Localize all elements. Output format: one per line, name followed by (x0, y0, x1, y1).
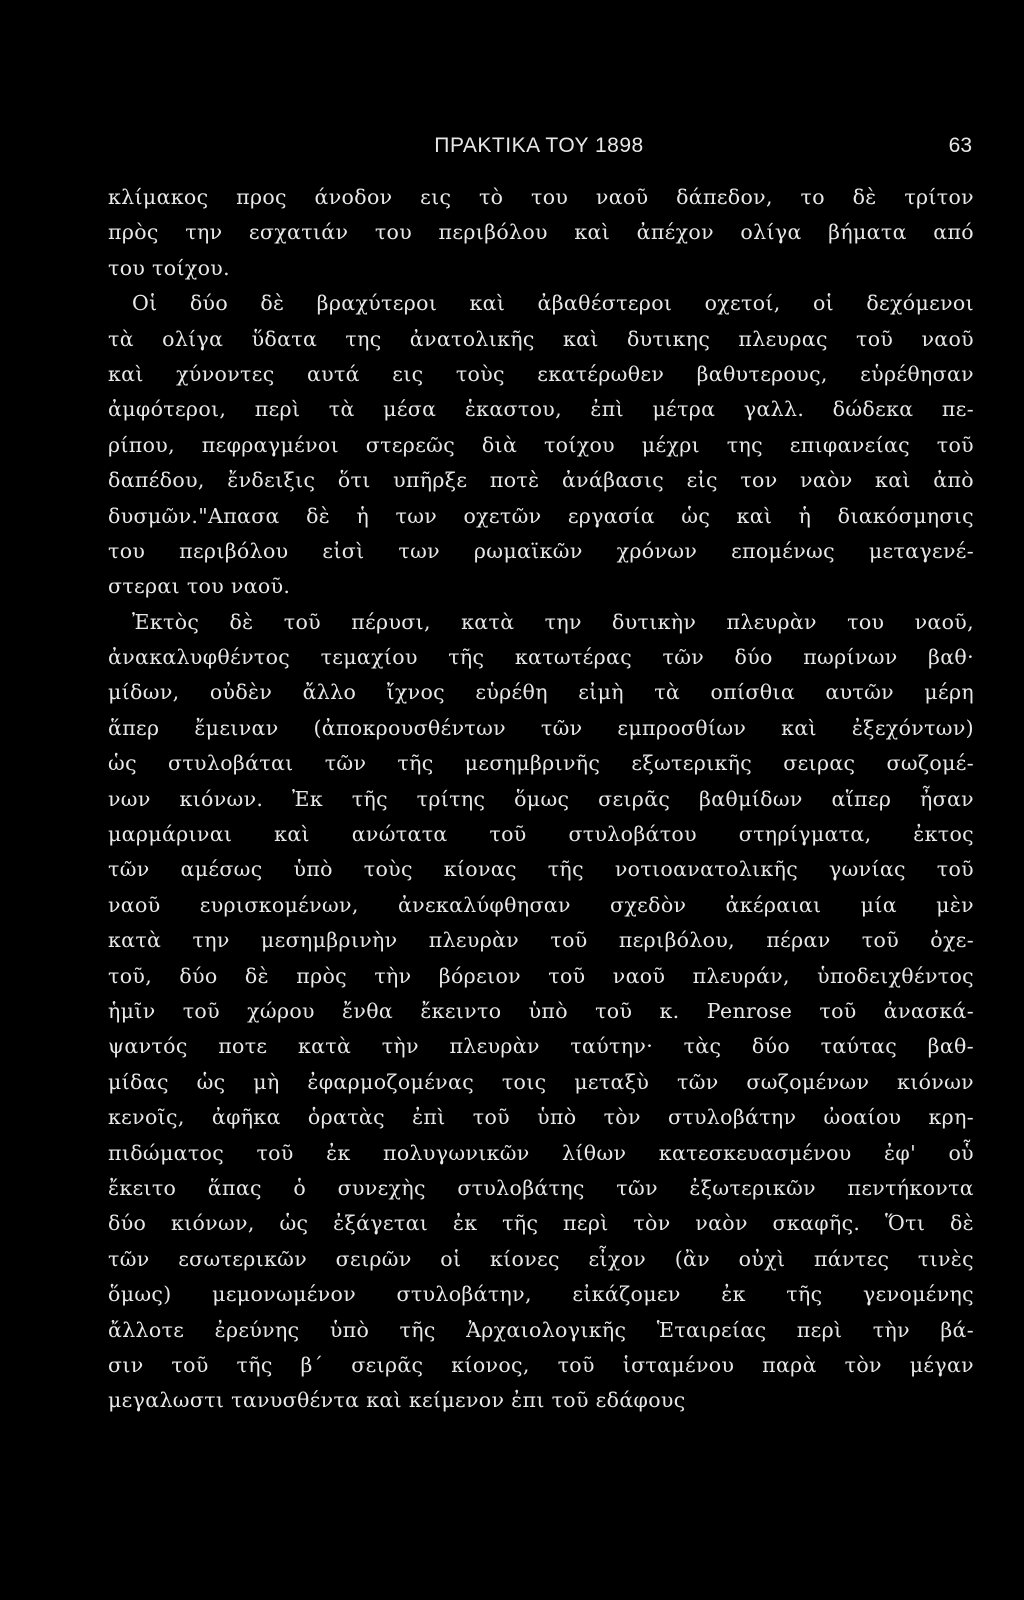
text-line: Οἱ δύο δὲ βραχύτεροι καὶ ἀβαθέστεροι οχετοί, οἱ δεχόμενοι (132, 291, 974, 316)
text-line: ψαντός ποτε κατὰ τὴν πλευρὰν ταύτην· τὰς δύο ταύτας βαθ- (108, 1034, 974, 1059)
text-line: δαπέδου, ἔνδειξις ὅτι υπῆρξε ποτὲ ἀνάβασις εἰς τον ναὸν καὶ ἀπὸ (108, 468, 974, 493)
text-line: κενοῖς, ἀφῆκα ὁρατὰς ἐπὶ τοῦ ὑπὸ τὸν στυλοβάτην ὠοαίου κρη- (108, 1105, 974, 1130)
text-line: ἄλλοτε ἐρεύνης ὑπὸ τῆς Ἀρχαιολογικῆς Ἑταιρείας περὶ τὴν βά- (108, 1317, 974, 1342)
text-line: μίδας ὡς μὴ ἐφαρμοζομένας τοις μεταξὺ τῶν σωζομένων κιόνων (108, 1069, 974, 1094)
text-line: νων κιόνων. Ἐκ τῆς τρίτης ὅμως σειρᾶς βαθμίδων αἵπερ ἦσαν (108, 786, 974, 811)
text-line: στεραι του ναοῦ. (108, 574, 291, 599)
text-line: ἅπερ ἔμειναν (ἀποκρουσθέντων τῶν εμπροσθίων καὶ ἐξεχόντων) (108, 715, 974, 740)
text-line: καὶ χύνοντες αυτά εις τοὺς εκατέρωθεν βαθυτερους, εὑρέθησαν (108, 361, 974, 386)
text-line: ναοῦ ευρισκομένων, ἀνεκαλύφθησαν σχεδὸν ἀκέραιαι μία μὲν (108, 892, 974, 917)
text-line: μίδων, οὐδὲν ἄλλο ἴχνος εὑρέθη εἰμὴ τὰ οπίσθια αυτῶν μέρη (108, 680, 974, 705)
running-header (106, 130, 972, 162)
text-line: ἀμφότεροι, περὶ τὰ μέσα ἑκαστου, ἐπὶ μέτρα γαλλ. δώδεκα πε- (108, 397, 974, 422)
text-line: ἀνακαλυφθέντος τεμαχίου τῆς κατωτέρας τῶν δύο πωρίνων βαθ· (108, 645, 974, 670)
text-line: του περιβόλου εἰσὶ των ρωμαϊκῶν χρόνων επομένως μεταγενέ- (108, 538, 974, 563)
text-line: πρὸς την εσχατιάν του περιβόλου καὶ ἀπέχον ολίγα βήματα από (108, 220, 974, 245)
text-line: σιν τοῦ τῆς β΄ σειρᾶς κίονος, τοῦ ἱσταμένου παρὰ τὸν μέγαν (108, 1352, 974, 1377)
text-line: τὰ ολίγα ὕδατα της ἀνατολικῆς καὶ δυτικης πλευρας τοῦ ναοῦ (108, 326, 974, 351)
text-line: ἡμῖν τοῦ χώρου ἔνθα ἔκειντο ὑπὸ τοῦ κ. Penrose τοῦ ἀνασκά- (108, 998, 974, 1023)
text-line: τῶν εσωτερικῶν σειρῶν οἱ κίονες εἶχον (ἂν οὐχὶ πάντες τινὲς (108, 1246, 974, 1271)
page-number: 63 (948, 134, 972, 157)
text-line: του τοίχου. (108, 255, 230, 280)
text-line: ἔκειτο ἅπας ὁ συνεχὴς στυλοβάτης τῶν ἐξωτερικῶν πεντήκοντα (108, 1175, 974, 1200)
text-line: ὅμως) μεμονωμένον στυλοβάτην, εἰκάζομεν ἐκ τῆς γενομένης (108, 1282, 974, 1307)
text-line: ὡς στυλοβάται τῶν τῆς μεσημβρινῆς εξωτερικῆς σειρας σωζομέ- (108, 751, 974, 776)
text-line: πιδώματος τοῦ ἐκ πολυγωνικῶν λίθων κατεσκευασμένου ἐφ' οὗ (108, 1140, 974, 1165)
text-line: κατὰ την μεσημβρινὴν πλευρὰν τοῦ περιβόλου, πέραν τοῦ ὀχε- (108, 928, 974, 953)
text-line: κλίμακος προς άνοδον εις τὸ του ναοῦ δάπεδον, το δὲ τρίτον (108, 185, 974, 209)
text-line: δύο κιόνων, ὡς ἐξάγεται ἐκ τῆς περὶ τὸν ναὸν σκαφῆς. Ὅτι δὲ (108, 1211, 974, 1236)
text-line: ρίπου, πεφραγμένοι στερεῶς διὰ τοίχου μέχρι της επιφανείας τοῦ (108, 432, 974, 457)
text-line: μεγαλωστι τανυσθέντα καὶ κείμενον ἐπι τοῦ εδάφους (108, 1388, 686, 1413)
text-line: τῶν αμέσως ὑπὸ τοὺς κίονας τῆς νοτιοανατολικῆς γωνίας τοῦ (108, 857, 974, 882)
running-title: ΠΡΑΚΤΙΚΑ ΤΟΥ 1898 (434, 134, 644, 157)
text-line: μαρμάριναι καὶ ανώτατα τοῦ στυλοβάτου στηρίγματα, ἐκτος (108, 822, 974, 847)
body-text (108, 180, 974, 1419)
text-line: Ἐκτὸς δὲ τοῦ πέρυσι, κατὰ την δυτικὴν πλευρὰν του ναοῦ, (132, 609, 974, 634)
text-line: δυσμῶν."Απασα δὲ ἡ των οχετῶν εργασία ὡς καὶ ἡ διακόσμησις (108, 503, 974, 528)
text-line: τοῦ, δύο δὲ πρὸς τὴν βόρειον τοῦ ναοῦ πλευράν, ὑποδειχθέντος (108, 963, 974, 988)
